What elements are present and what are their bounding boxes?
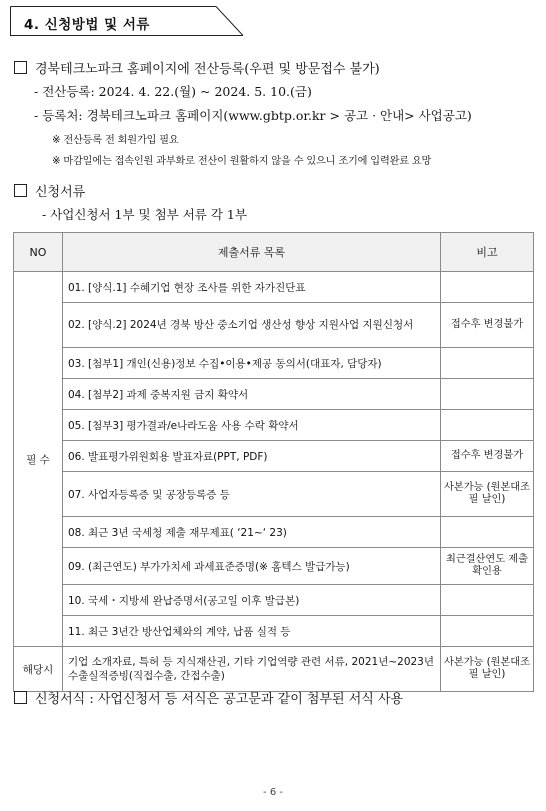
table-row	[14, 303, 534, 348]
remark-cell	[441, 410, 534, 441]
section-header	[10, 6, 244, 36]
remark-cell	[441, 379, 534, 410]
table-row	[14, 410, 534, 441]
doc-cell: 09. (최근연도) 부가가치세 과세표준증명(※ 홈텍스 발급가능)	[63, 548, 441, 585]
table-row	[14, 472, 534, 517]
apply-site: - 등록처: 경북테크노파크 홈페이지(www.gbtp.or.kr > 공고 · 안내> 사업공고)	[34, 108, 472, 123]
doc-cell: 02. [양식.2] 2024년 경북 방산 중소기업 생산성 향상 지원사업 지원신청서	[63, 303, 441, 348]
doc-cell: 기업 소개자료, 특허 등 지식재산권, 기타 기업역량 관련 서류, 2021년~2023년 수출실적증빙(직접수출, 간접수출)	[63, 647, 441, 692]
form-note-text: 신청서식 : 사업신청서 등 서식은 공고문과 같이 첨부된 서식 사용	[35, 692, 404, 707]
apply-method-heading-text: 경북테크노파크 홈페이지에 전산등록(우편 및 방문접수 불가)	[35, 62, 380, 77]
header-no: NO	[14, 233, 63, 272]
remark-cell	[441, 272, 534, 303]
doc-cell: 10. 국세・지방세 완납증명서(공고일 이후 발급본)	[63, 585, 441, 616]
remark-cell	[441, 517, 534, 548]
optional-label: 해당시	[14, 647, 63, 692]
doc-cell: 05. [첨부3] 평가결과/e나라도움 사용 수락 확약서	[63, 410, 441, 441]
documents-table	[13, 232, 534, 692]
doc-cell: 06. 발표평가위원회용 발표자료(PPT, PDF)	[63, 441, 441, 472]
form-note	[14, 688, 403, 707]
apply-period: - 전산등록: 2024. 4. 22.(월) ~ 2024. 5. 10.(금)	[34, 84, 312, 99]
table-row	[14, 272, 534, 303]
remark-cell: 접수후 변경불가	[441, 441, 534, 472]
page-number: - 6 -	[263, 787, 283, 798]
header-remark: 비고	[441, 233, 534, 272]
remark-cell: 사본가능 (원본대조필 날인)	[441, 472, 534, 517]
table-row	[14, 348, 534, 379]
table-row	[14, 517, 534, 548]
doc-cell: 07. 사업자등록증 및 공장등록증 등	[63, 472, 441, 517]
required-label: 필 수	[14, 272, 63, 647]
checkbox-square-icon	[14, 691, 27, 704]
table-row	[14, 616, 534, 647]
checkbox-square-icon	[14, 184, 27, 197]
apply-method-heading	[14, 58, 380, 77]
table-row	[14, 441, 534, 472]
doc-cell: 04. [첨부2] 과제 중복지원 금지 확약서	[63, 379, 441, 410]
table-row	[14, 379, 534, 410]
remark-cell: 사본가능 (원본대조필 날인)	[441, 647, 534, 692]
documents-line: - 사업신청서 1부 및 첨부 서류 각 1부	[42, 207, 247, 222]
remark-cell: 최근결산연도 제출확인용	[441, 548, 534, 585]
doc-cell: 03. [첨부1] 개인(신용)정보 수집•이용•제공 동의서(대표자, 담당자)	[63, 348, 441, 379]
table-row	[14, 585, 534, 616]
table-row	[14, 548, 534, 585]
note-membership: ※ 전산등록 전 회원가입 필요	[52, 135, 179, 146]
note-deadline: ※ 마감일에는 접속인원 과부화로 전산이 원활하지 않을 수 있으니 조기에 입력완료 요망	[52, 156, 432, 167]
doc-cell: 01. [양식.1] 수혜기업 현장 조사를 위한 자가진단표	[63, 272, 441, 303]
documents-heading	[14, 181, 85, 200]
checkbox-square-icon	[14, 61, 27, 74]
remark-cell	[441, 348, 534, 379]
remark-cell	[441, 585, 534, 616]
documents-heading-text: 신청서류	[35, 185, 86, 200]
remark-cell	[441, 616, 534, 647]
remark-cell: 접수후 변경불가	[441, 303, 534, 348]
header-docs: 제출서류 목록	[63, 233, 441, 272]
section-title: 4. 신청방법 및 서류	[24, 17, 150, 33]
doc-cell: 11. 최근 3년간 방산업체와의 계약, 납품 실적 등	[63, 616, 441, 647]
doc-cell: 08. 최근 3년 국세청 제출 재무제표( ‘21~‘ 23)	[63, 517, 441, 548]
table-row	[14, 647, 534, 692]
